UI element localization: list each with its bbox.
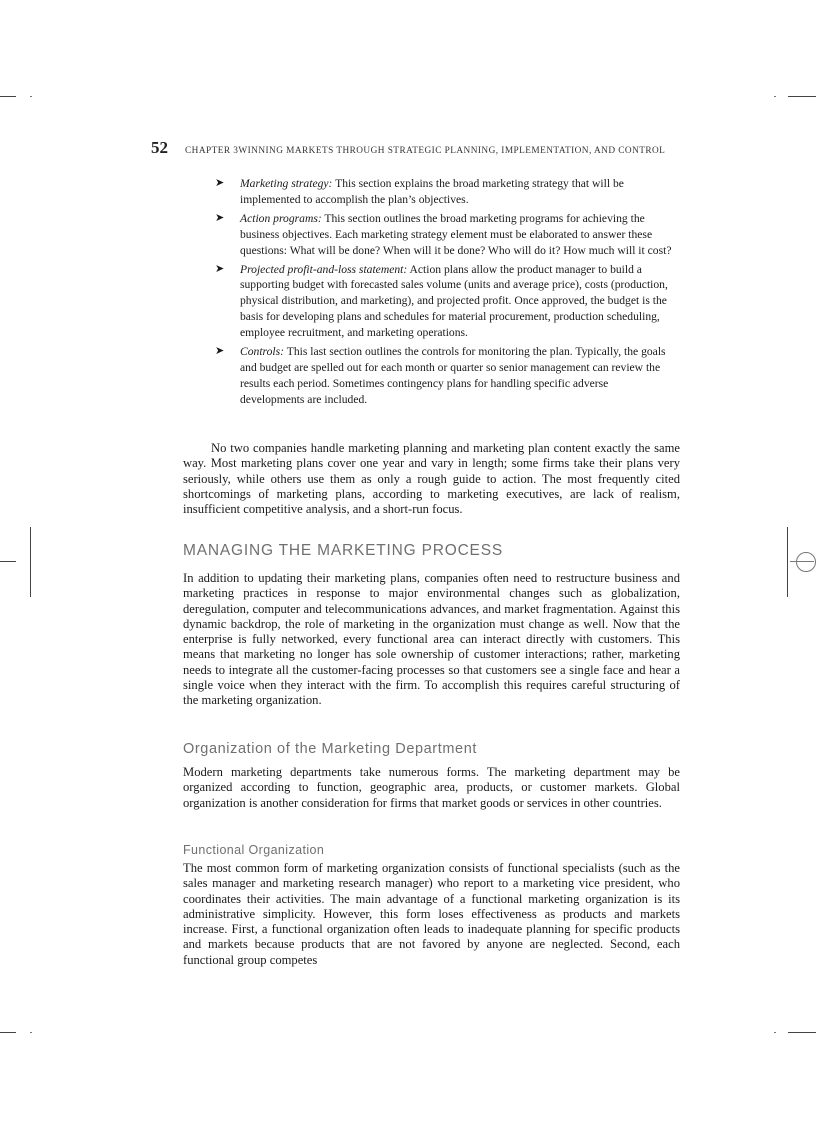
- subsection-heading: Organization of the Marketing Department: [183, 741, 477, 757]
- bullet-list: [215, 176, 675, 411]
- fold-mark-left: [30, 527, 31, 597]
- list-item: [215, 344, 675, 408]
- arrow-bullet-icon: ➤: [215, 262, 225, 275]
- body-paragraph: The most common form of marketing organization consists of functional specialists (such as the sales manager and marketing research manager) who report to a marketing vice president, who coordinates their activities. The main advantage of a functional marketing organization is its administrative simplicity. However, this form loses effectiveness as products and markets increase. First, a functional organization often leads to inadequate planning for specific products and markets because products that are not favored by anyone are neglected. Second, each functional group competes: [183, 861, 680, 967]
- crop-mark-bottom-right: [788, 1032, 816, 1033]
- body-paragraph: Modern marketing departments take numerous forms. The marketing department may be organized according to function, geographic area, products, or customer markets. Global organization is another consideration for firms that market goods or services in other countries.: [183, 765, 680, 810]
- registration-line: [790, 561, 814, 562]
- bullet-text: This section outlines the broad marketing programs for achieving the business objectives. Each marketing strategy element must be elaborated to answer these questions: What will be done? When will it be done? Who will do it? How much will it cost?: [240, 211, 672, 257]
- list-item: [215, 176, 675, 208]
- registration-circle-icon: [796, 552, 816, 572]
- arrow-bullet-icon: ➤: [215, 211, 225, 224]
- crop-mark-bottom-left: [0, 1032, 16, 1033]
- list-item: [215, 262, 675, 342]
- bullet-term: Marketing strategy:: [240, 177, 333, 190]
- arrow-bullet-icon: ➤: [215, 345, 225, 358]
- running-head-title: WINNING MARKETS THROUGH STRATEGIC PLANNING, IMPLEMENTATION, AND CONTROL: [238, 146, 666, 156]
- page-number: 52: [151, 138, 168, 157]
- fold-mark-right: [787, 527, 788, 597]
- bullet-text: Action plans allow the product manager to build a supporting budget with forecasted sales volume (units and average price), costs (production, physical distribution, and marketing), and projected profit. Once approved, the budget is the basis for developing plans and schedules for material procurement, production scheduling, employee recruitment, and marketing operations.: [240, 262, 668, 340]
- bullet-term: Action programs:: [240, 211, 322, 225]
- section-heading: MANAGING THE MARKETING PROCESS: [183, 542, 503, 559]
- bullet-text: This last section outlines the controls for monitoring the plan. Typically, the goals and budget are spelled out for each month or quarter so senior management can review the results each period. Sometimes contingency plans for handling specific adverse developments are included.: [240, 345, 666, 406]
- body-paragraph: No two companies handle marketing planning and marketing plan content exactly the same way. Most marketing plans cover one year and vary in length; some firms take their plans very seriously, while others use them as only a rough guide to action. The most frequently cited shortcomings of marketing plans, according to marketing executives, are lack of realism, insufficient competitive analysis, and a short-run focus.: [183, 441, 680, 517]
- crop-mark-top-right: [788, 96, 816, 97]
- bullet-term: Projected profit-and-loss statement:: [240, 262, 408, 276]
- crop-mark-mid-left: [0, 561, 16, 562]
- crop-mark-top-left: [0, 96, 16, 97]
- running-head-chapter: CHAPTER 3: [185, 146, 239, 156]
- arrow-bullet-icon: ➤: [215, 177, 225, 189]
- list-item: [215, 211, 675, 259]
- tick-mark: [30, 96, 32, 97]
- subsubsection-heading: Functional Organization: [183, 843, 325, 857]
- bullet-term: Controls:: [240, 345, 285, 359]
- running-header: [151, 138, 681, 158]
- body-paragraph: In addition to updating their marketing plans, companies often need to restructure business and marketing practices in response to major environmental changes such as globalization, deregulation, computer and telecommunications advances, and market fragmentation. Against this dynamic backdrop, the role of marketing in the organization must change as well. Now that the enterprise is fully networked, every functional area can interact directly with customers. This means that marketing no longer has sole ownership of customer interactions; rather, marketing needs to integrate all the customer-facing processes so that customers see a single face and hear a single voice when they interact with the firm. To accomplish this requires careful structuring of the marketing organization.: [183, 571, 680, 708]
- tick-mark: [774, 1032, 776, 1033]
- tick-mark: [774, 96, 776, 97]
- bullet-text: This section explains the broad marketing strategy that will be implemented to accomplish the plan’s objectives.: [240, 177, 624, 206]
- tick-mark: [30, 1032, 32, 1033]
